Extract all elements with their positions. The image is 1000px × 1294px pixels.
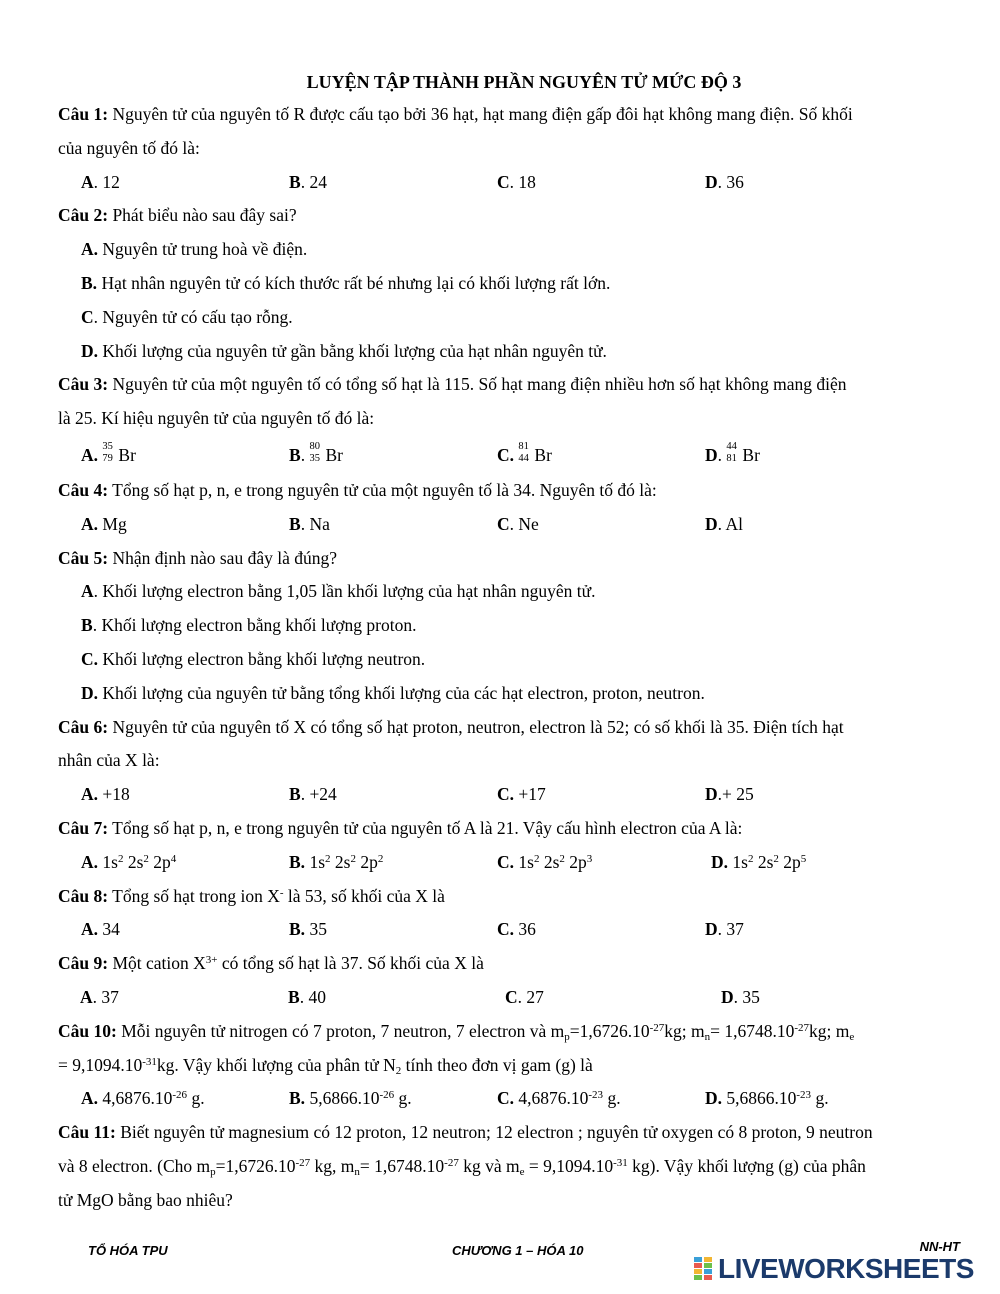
option-c[interactable]: C. $4,6876.10^{-23}$ g. [497,1088,621,1109]
answer-options-8 [58,913,950,947]
option-d[interactable]: D. Khối lượng của nguyên tử gần bằng khối lượng của hạt nhân nguyên tử. [81,340,607,361]
option-d[interactable]: D. 35 [721,986,760,1007]
option-c[interactable]: C. 36 [497,919,536,940]
answer-options-1 [58,166,950,200]
option-b[interactable]: B. $1s^2$ $2s^2$ $2p^2$ [289,851,384,872]
question-6: Câu 6: Nguyên tử của nguyên tố X có tổng số hạt proton, neutron, electron là 52; có số khối là 35. Điện tích hạt [58,716,844,737]
footer-center: CHƯƠNG 1 – HÓA 10 [452,1243,584,1258]
option-a[interactable]: A. Khối lượng electron bằng 1,05 lần khối lượng của hạt nhân nguyên tử. [81,581,596,602]
answer-options-10 [58,1082,950,1116]
option-d[interactable]: D. 36 [705,171,744,192]
option-d[interactable]: D. 37 [705,919,744,940]
option-c[interactable]: C. $1s^2$ $2s^2$ $2p^3$ [497,851,593,872]
option-b[interactable]: B. Hạt nhân nguyên tử có kích thước rất bé nhưng lại có khối lượng rất lớn. [81,272,611,293]
option-c[interactable]: C. Khối lượng electron bằng khối lượng neutron. [81,648,426,669]
option-a[interactable]: A. Nguyên tử trung hoà về điện. [81,239,308,260]
option-b[interactable]: B. $5,6866.10^{-26}$ g. [289,1088,412,1109]
question-9: Câu 9: Một cation $X^{3+}$ có tổng số hạt là 37. Số khối của X là [58,953,484,974]
question-7: Câu 7: Tổng số hạt p, n, e trong nguyên tử của nguyên tố A là 21. Vậy cấu hình electron của A là: [58,817,743,838]
option-c[interactable]: C. Nguyên tử có cấu tạo rỗng. [81,306,293,327]
option-a[interactable]: A. +18 [81,784,130,805]
option-a[interactable]: A. 34 [81,919,120,940]
option-a[interactable]: A. Mg [81,513,127,534]
option-d[interactable]: D. $1s^2$ $2s^2$ $2p^5$ [711,851,807,872]
liveworksheets-brand: LIVEWORKSHEETS [718,1253,974,1284]
option-d[interactable]: D. Khối lượng của nguyên tử bằng tổng khối lượng của các hạt electron, proton, neutron. [81,682,705,703]
option-a[interactable]: A. $1s^2$ $2s^2$ $2p^4$ [81,851,177,872]
answer-options-4 [58,508,950,542]
option-d[interactable]: D. Al [705,513,743,534]
question-8: Câu 8: Tổng số hạt trong ion X- là 53, số khối của X là [58,885,445,906]
question-1: Câu 1: Nguyên tử của nguyên tố R được cấu tạo bởi 36 hạt, hạt mang điện gấp đôi hạt không mang điện. Số khối [58,104,853,124]
option-a[interactable]: A. 12 [81,171,120,192]
option-d[interactable]: D. 44 81 Br [705,440,760,465]
option-b[interactable]: B. Na [289,513,330,534]
footer-right: NN-HT [919,1239,960,1254]
answer-options-3 [58,436,950,474]
question-4: Câu 4: Tổng số hạt p, n, e trong nguyên tử của một nguyên tố là 34. Nguyên tố đó là: [58,479,657,500]
question-label: Câu 1: [58,104,109,124]
option-d[interactable]: D. $5,6866.10^{-23}$ g. [705,1088,829,1109]
option-b[interactable]: B. 40 [288,986,326,1007]
option-a[interactable]: A. $4,6876.10^{-26}$ g. [81,1088,205,1109]
liveworksheets-watermark [694,1252,974,1286]
option-b[interactable]: B. +24 [289,784,337,805]
answer-options-9 [58,981,950,1015]
question-3: Câu 3: Nguyên tử của một nguyên tố có tổng số hạt là 115. Số hạt mang điện nhiều hơn số hạt không mang điện [58,374,847,395]
option-b[interactable]: B. Khối lượng electron bằng khối lượng proton. [81,615,417,636]
answer-options-7 [58,846,950,880]
liveworksheets-logo-icon [694,1257,714,1281]
option-b[interactable]: B. 35 [289,919,327,940]
option-a[interactable]: A. 35 79 Br [81,440,136,465]
page-title: LUYỆN TẬP THÀNH PHẦN NGUYÊN TỬ MỨC ĐỘ 3 [306,72,742,92]
question-11: Câu 11: Biết nguyên tử magnesium có 12 proton, 12 neutron; 12 electron ; nguyên tử oxygen có 8 proton, 9 neutron [58,1122,873,1143]
option-c[interactable]: C. +17 [497,784,546,805]
answer-options-6 [58,778,950,812]
question-2: Câu 2: Phát biểu nào sau đây sai? [58,205,297,226]
option-c[interactable]: C. 27 [505,986,544,1007]
option-b[interactable]: B. 24 [289,171,327,192]
option-b[interactable]: B. 80 35 Br [289,440,343,465]
option-c[interactable]: C. Ne [497,513,539,534]
question-5: Câu 5: Nhận định nào sau đây là đúng? [58,547,337,568]
question-10: Câu 10: Mỗi nguyên tử nitrogen có 7 proton, 7 neutron, 7 electron và $m_p=1,6726.10^{-27}kg$; $m_n= 1,6748.10^{-27}kg$; $m_e$ [58,1020,855,1043]
footer-left: TỔ HÓA TPU [88,1243,168,1258]
option-d[interactable]: D.+ 25 [705,784,754,805]
option-c[interactable]: C. 18 [497,171,536,192]
option-a[interactable]: A. 37 [80,986,119,1007]
option-c[interactable]: C. 81 44 Br [497,440,552,465]
worksheet-page: LUYỆN TẬP THÀNH PHẦN NGUYÊN TỬ MỨC ĐỘ 3 Câu 1: Nguyên tử của nguyên tố R được cấu tạo bởi 36 hạt, hạt mang điện gấp đôi hạt không mang điện. Số khối của nguyên tố đó là: A. 12 B. 24 C. 18 D. 36 Câu 2: Phát biểu nào sau đây sai? A. Nguyên tử trung hoà về điện. B. Hạt nhân nguyên tử có kích thước rất bé nhưng lại có khối lượng rất lớn. C. Nguyên tử có cấu tạo rỗng. D. Khối lượng của nguyên tử gần bằng khối lượng của hạt nhân nguyên tử. Câu 3: Nguyên tử của một nguyên tố có tổng số hạt là 115. Số hạt mang điện nhiều hơn số hạt không mang điện là 25. Kí hiệu nguyên tử của nguyên tố đó là: A. 35 79 Br B. 80 35 Br C. 81 44 Br D. 44 81 Br Câu 4: Tổng số hạt p, n, e trong nguyên tử của một nguyên tố là 34. Nguyên tố đó là: A. Mg B. Na C. Ne D. Al Câu 5: Nhận định nào sau đây là đúng? A. Khối lượng electron bằng 1,05 lần khối lượng của hạt nhân nguyên tử. B. Khối lượng electron bằng khối lượng proton. C. Khối lượng electron bằng khối lượng neutron. D. Khối lượng của nguyên tử bằng tổng khối lượng của các hạt electron, proton, neutron. Câu 6: Nguyên tử của nguyên tố X có tổng số hạt proton, neutron, electron là 52; có số khối là 35. Điện tích hạt nhân của X là: A. +18 B. +24 C. +17 D.+ 25 Câu 7: Tổng số hạt p, n, e trong nguyên tử của nguyên tố A là 21. Vậy cấu hình electron của A là: A. $1s^2$ $2s^2$ $2p^4$ B. $1s^2$ $2s^2$ $2p^2$ C. $1s^2$ $2s^2$ $2p^3$ D. $1s^2$ $2s^2$ $2p^5$ Câu 8: Tổng số hạt trong ion X- là 53, số khối của X là A. 34 B. 35 C. 36 D. 37 Câu 9: Một cation $X^{3+}$ có tổng số hạt là 37. Số khối của X là A. 37 B. 40 C. 27 D. 35 Câu 10: Mỗi nguyên tử nitrogen có 7 proton, 7 neutron, 7 electron và $m_p=1,6726.10^{-27}kg$; $m_n= 1,6748.10^{-27}kg$; $m_e$ = $9,1094.10^{-31}kg$. Vậy khối lượng của phân tử $N_2$ tính theo đơn vị gam (g) là A. $4,6876.10^{-26}$ g. B. $5,6866.10^{-26}$ g. C. $4,6876.10^{-23}$ g. D. $5,6866.10^{-23}$ g. Câu 11: Biết nguyên tử magnesium có 12 proton, 12 neutron; 12 electron ; nguyên tử oxygen có 8 proton, 9 neutron và 8 electron. (Cho $m_p=1,6726.10^{-27}$ kg, $m_n= 1,6748.10^{-27}$ kg và $m_e = 9,1094.10^{-31}$ kg). Vậy khối lượng (g) của phân tử MgO bằng bao nhiêu? [58,66,950,1218]
